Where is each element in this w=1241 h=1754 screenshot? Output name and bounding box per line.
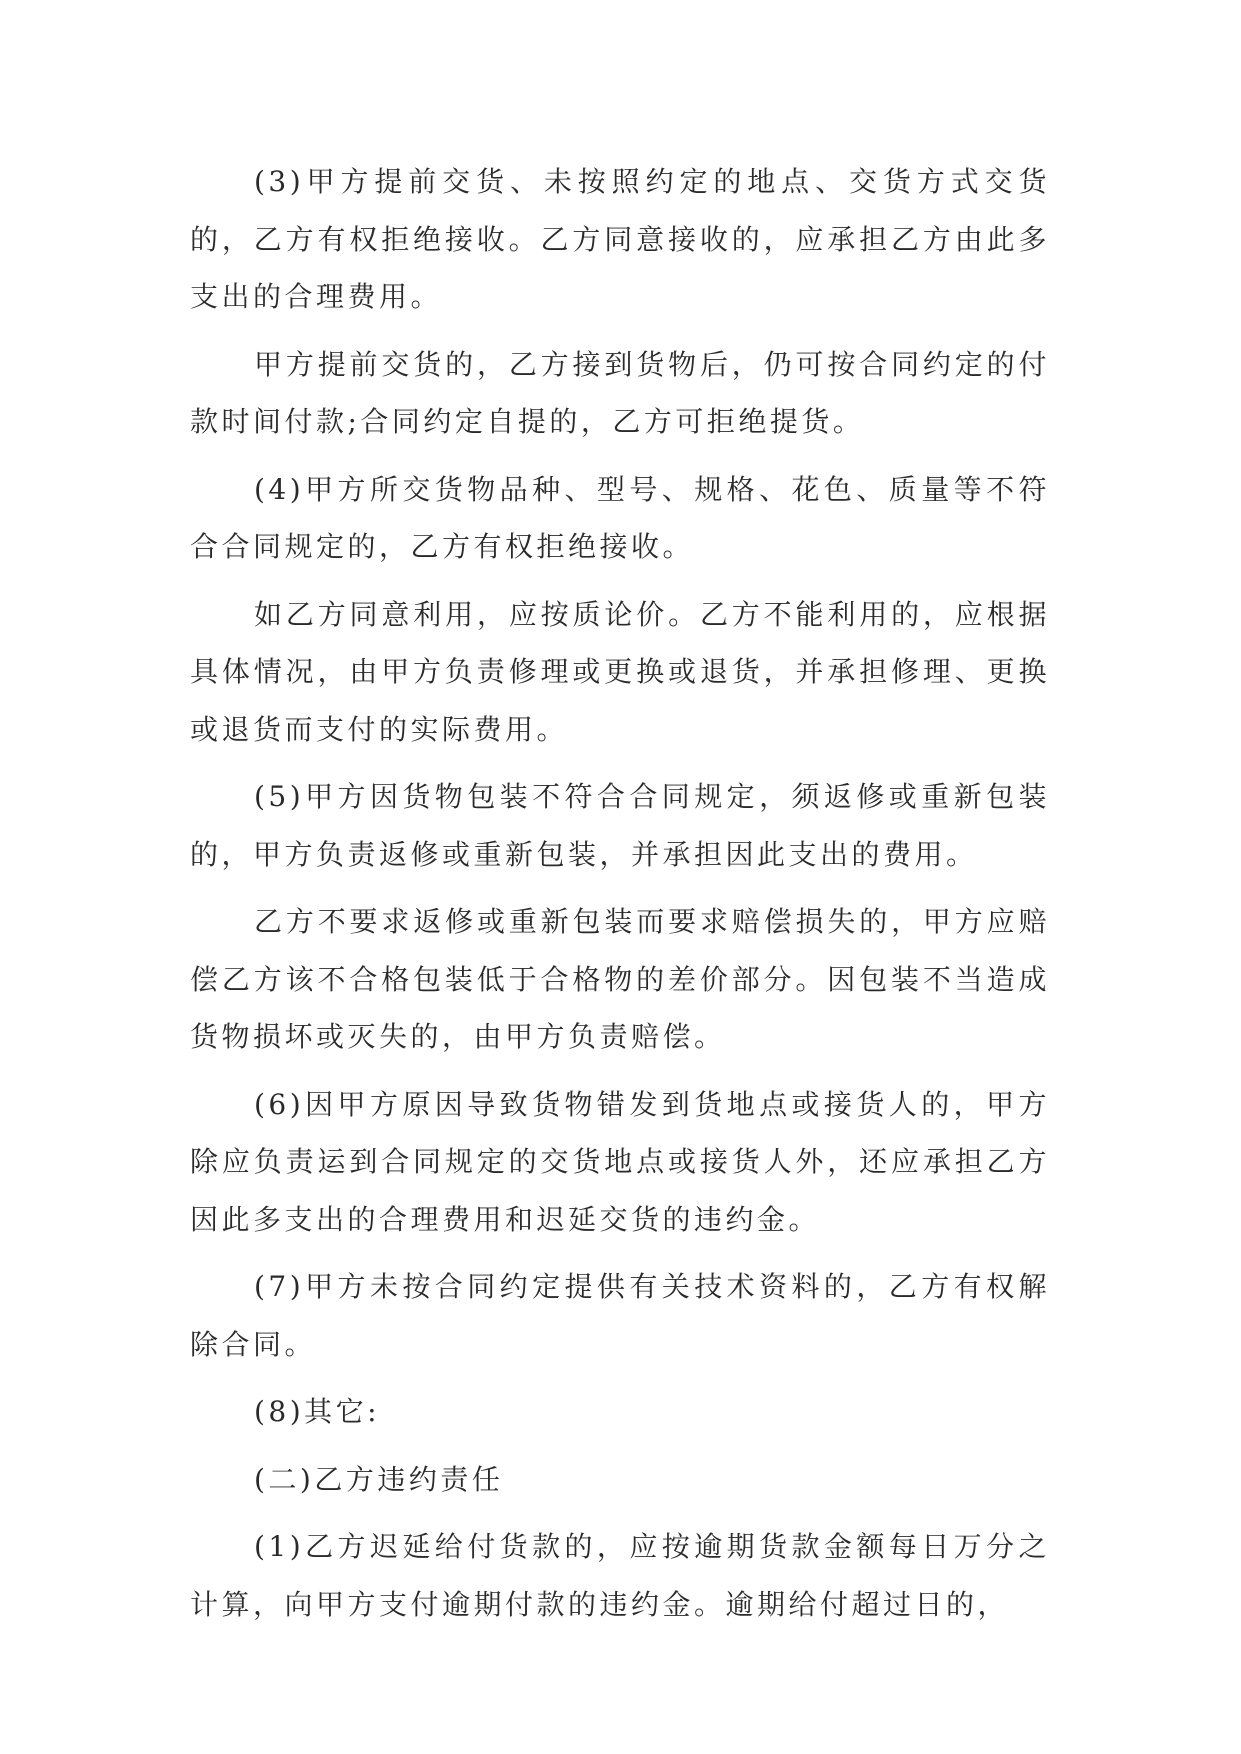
- paragraph-quality-pricing: 如乙方同意利用，应按质论价。乙方不能利用的，应根据具体情况，由甲方负责修理或更换或退货，并承担修理、更换或退货而支付的实际费用。: [190, 597, 1050, 746]
- document-body: [190, 153, 1050, 1643]
- paragraph-misdelivery: (6)因甲方原因导致货物错发到货地点或接货人的，甲方除应负责运到合同规定的交货地点或接货人外，还应承担乙方因此多支出的合理费用和迟延交货的违约金。: [190, 1087, 1050, 1236]
- paragraph-nonconforming-goods: (4)甲方所交货物品种、型号、规格、花色、质量等不符合合同规定的，乙方有权拒绝接收。: [190, 472, 1050, 563]
- paragraph-late-payment: (1)乙方迟延给付货款的，应按逾期货款金额每日万分之计算，向甲方支付逾期付款的违约金。逾期给付超过日的，: [190, 1530, 1050, 1621]
- paragraph-packaging-nonconformity: (5)甲方因货物包装不符合合同规定，须返修或重新包装的，甲方负责返修或重新包装，并承担因此支出的费用。: [190, 780, 1050, 871]
- paragraph-early-delivery-payment: 甲方提前交货的，乙方接到货物后，仍可按合同约定的付款时间付款;合同约定自提的，乙方可拒绝提货。: [190, 347, 1050, 438]
- paragraph-seller-early-delivery: (3)甲方提前交货、未按照约定的地点、交货方式交货的，乙方有权拒绝接收。乙方同意接收的，应承担乙方由此多支出的合理费用。: [190, 165, 1050, 313]
- paragraph-packaging-compensation: 乙方不要求返修或重新包装而要求赔偿损失的，甲方应赔偿乙方该不合格包装低于合格物的差价部分。因包装不当造成货物损坏或灭失的，由甲方负责赔偿。: [190, 905, 1050, 1053]
- paragraph-technical-documents: (7)甲方未按合同约定提供有关技术资料的，乙方有权解除合同。: [190, 1270, 1050, 1361]
- paragraph-other: (8)其它:: [254, 1395, 381, 1428]
- section-heading-buyer-liability: (二)乙方违约责任: [254, 1462, 504, 1496]
